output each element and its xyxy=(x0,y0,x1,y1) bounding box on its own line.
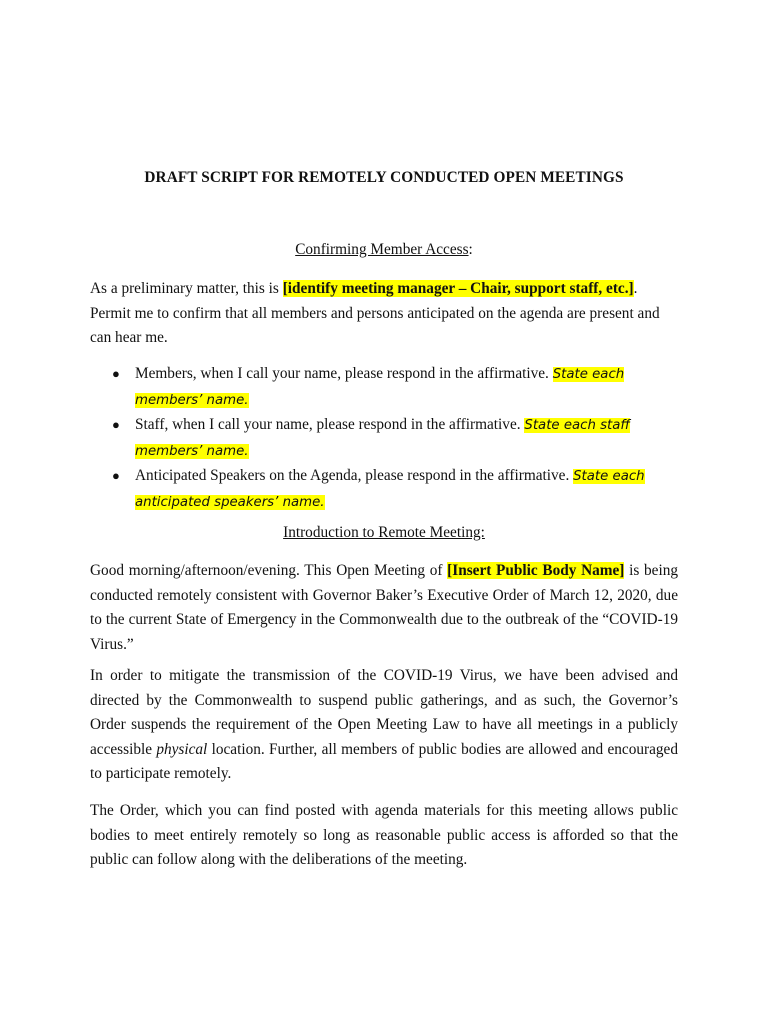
instruction-text: State each staff members’ name. xyxy=(135,418,630,459)
bullet-icon: ● xyxy=(112,468,120,483)
list-item-text: Anticipated Speakers on the Agenda, please respond in the affirmative. xyxy=(135,467,574,484)
bullet-icon: ● xyxy=(112,417,120,432)
section-heading-colon: : xyxy=(468,241,473,258)
paragraph-text: Good morning/afternoon/evening. This Open Meeting of xyxy=(90,562,448,579)
bullet-list xyxy=(90,362,678,515)
paragraph-order: The Order, which you can find posted with agenda materials for this meeting allows public bodies to meet entirely remotely so long as reasonable public access is afforded so that the public can follow along with the deliberations of the meeting. xyxy=(90,802,678,868)
instruction-text: State each anticipated speakers’ name. xyxy=(135,469,645,510)
paragraph-mitigation xyxy=(90,664,678,787)
paragraph-preliminary xyxy=(90,277,678,351)
placeholder-meeting-manager: [identify meeting manager – Chair, support staff, etc.] xyxy=(282,280,634,297)
document-title: DRAFT SCRIPT FOR REMOTELY CONDUCTED OPEN MEETINGS xyxy=(144,169,624,186)
paragraph-text: . Permit me to confirm that all members and persons anticipated on the agenda are present and can hear me. xyxy=(90,280,660,346)
section-heading-member-access xyxy=(0,241,768,259)
emphasis-physical: physical xyxy=(156,740,208,758)
list-item xyxy=(90,362,678,413)
paragraph-text: is being conducted remotely consistent with Governor Baker’s Executive Order of March 12, 2020, due to the current State of Emergency in the Commonwealth due to the outbreak of the “COVID-19 Virus.” xyxy=(90,562,679,653)
paragraph-introduction xyxy=(90,559,678,657)
bullet-icon: ● xyxy=(112,366,120,381)
list-item-text: Members, when I call your name, please respond in the affirmative. xyxy=(135,365,553,382)
paragraph-text: As a preliminary matter, this is xyxy=(90,280,283,297)
paragraph-text: location. Further, all members of public bodies are allowed and encouraged to participate remotely. xyxy=(90,740,678,782)
list-item-text: Staff, when I call your name, please respond in the affirmative. xyxy=(135,416,525,433)
section-heading-text: Introduction to Remote Meeting: xyxy=(283,524,485,541)
section-heading-remote-meeting xyxy=(0,524,768,542)
paragraph-text: In order to mitigate the transmission of the COVID-19 Virus, we have been advised and directed by the Commonwealth to suspend public gatherings, and as such, the Governor’s Order suspends the requirement of the Open Meeting Law to have all meetings in a publicly accessible xyxy=(90,667,678,758)
list-item xyxy=(90,413,678,464)
section-heading-text: Confirming Member Access xyxy=(295,241,469,258)
list-item xyxy=(90,464,678,515)
placeholder-public-body-name: [Insert Public Body Name] xyxy=(447,562,625,579)
instruction-text: State each members’ name. xyxy=(135,367,625,408)
